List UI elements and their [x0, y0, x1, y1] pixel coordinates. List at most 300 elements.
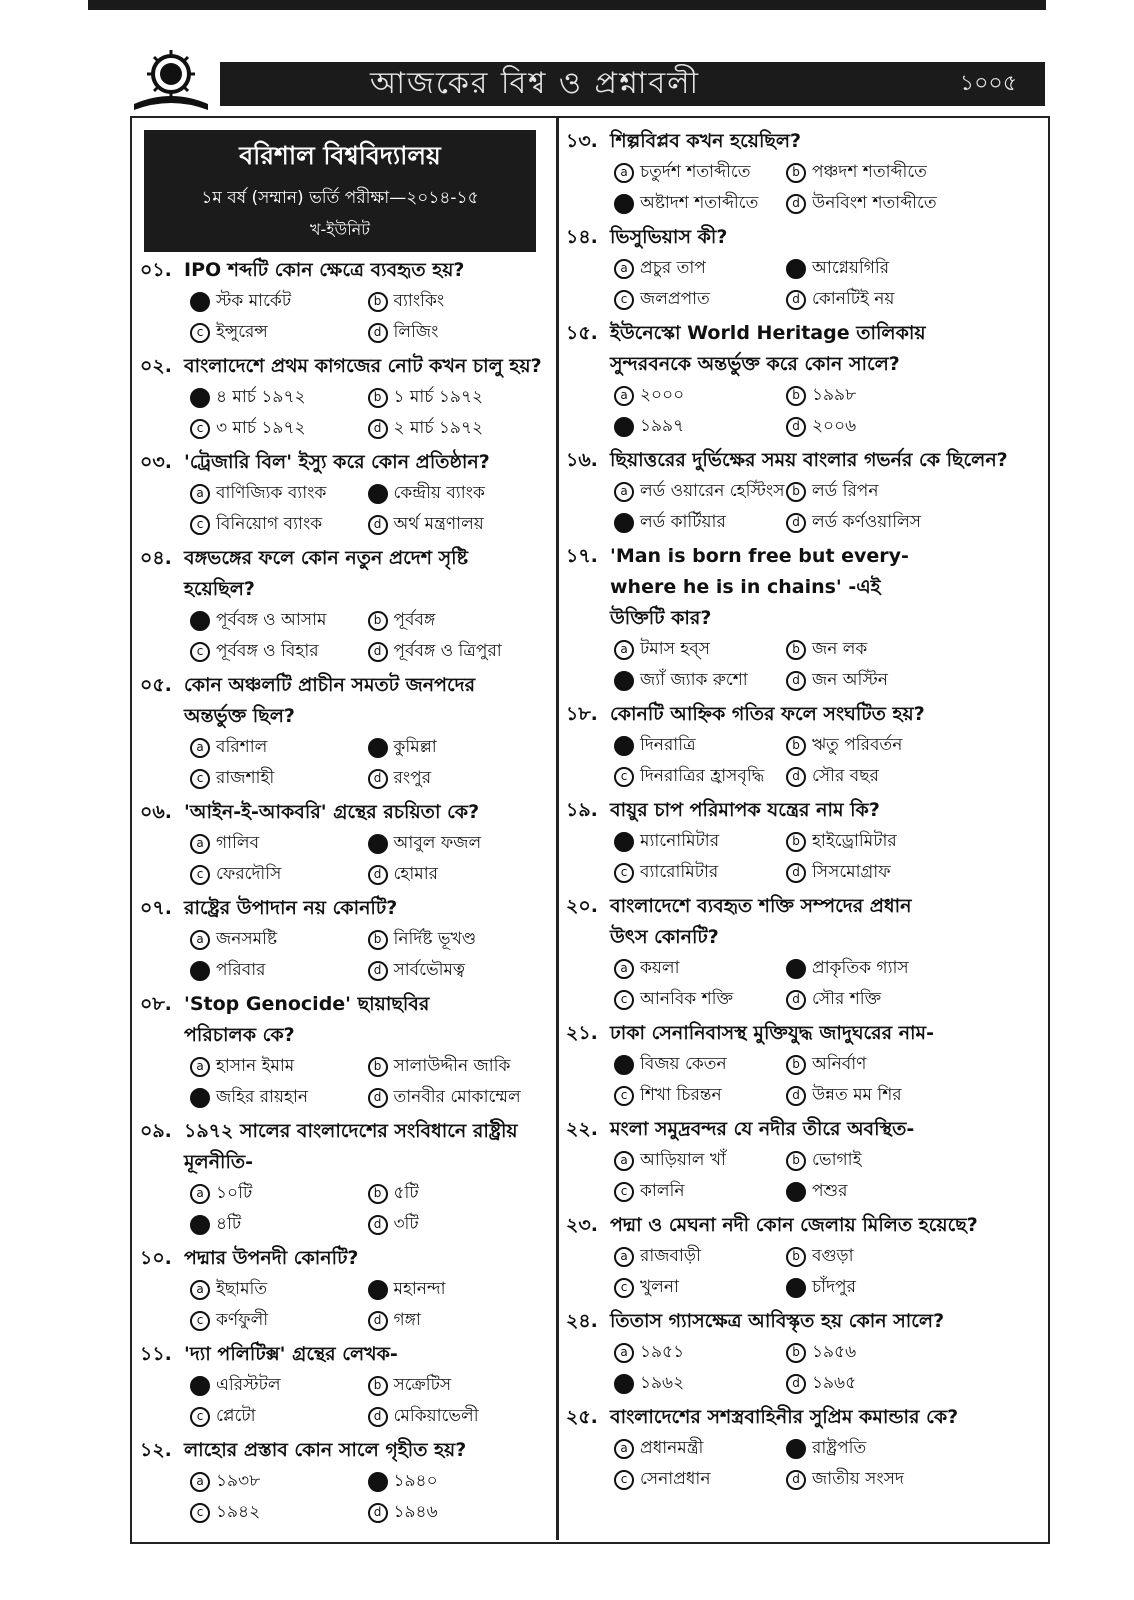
question-item [566, 126, 1028, 219]
answer-option [786, 1145, 1028, 1176]
option-label: উনবিংশ শতাব্দীতে [812, 193, 937, 213]
option-letter-bubble-icon: b [786, 832, 806, 852]
filled-answer-bubble-icon [786, 959, 806, 979]
answer-option [190, 1466, 368, 1497]
option-letter-bubble-icon: b [368, 1184, 388, 1204]
option-letter-bubble-icon: a [614, 1247, 634, 1267]
question-item [140, 670, 545, 794]
question-text: শিল্পবিপ্লব কখন হয়েছিল? [610, 130, 802, 152]
option-letter-bubble-icon: b [786, 736, 806, 756]
answer-option [614, 1337, 786, 1368]
question-item [566, 1210, 1028, 1303]
question-text: বঙ্গভঙ্গের ফলে কোন নতুন প্রদেশ সৃষ্টি [184, 547, 468, 569]
answer-option [786, 761, 1028, 792]
answer-option [190, 605, 368, 636]
option-label: জাতীয় সংসদ [812, 1469, 904, 1489]
option-letter-bubble-icon: a [190, 738, 210, 758]
answer-option [614, 188, 786, 219]
answer-option [786, 1433, 1028, 1464]
question-text-continued: অন্তর্ভুক্ত ছিল? [184, 705, 295, 727]
option-grid [140, 478, 545, 540]
answer-option [368, 1209, 546, 1240]
question-number: ১১. [140, 1343, 172, 1365]
answer-option [368, 1401, 546, 1432]
filled-answer-bubble-icon [190, 1376, 210, 1396]
question-row [566, 1018, 1028, 1049]
answer-option [368, 1051, 546, 1082]
answer-option [614, 411, 786, 442]
option-grid [140, 1178, 545, 1240]
option-letter-bubble-icon: b [786, 386, 806, 406]
answer-option [614, 476, 786, 507]
question-item [566, 445, 1028, 538]
question-number: ১৪. [566, 226, 598, 248]
option-grid [566, 730, 1028, 792]
option-letter-bubble-icon: b [786, 482, 806, 502]
answer-option [614, 826, 786, 857]
option-label: শিখা চিরন্তন [640, 1085, 722, 1105]
university-name: বরিশাল বিশ্ববিদ্যালয় [239, 141, 441, 170]
filled-answer-bubble-icon [614, 1374, 634, 1394]
option-label: আনবিক শক্তি [640, 989, 734, 1009]
header-title: আজকের বিশ্ব ও প্রশ্নাবলী [370, 65, 701, 101]
answer-option [368, 478, 546, 509]
exam-unit: খ-ইউনিট [310, 220, 370, 239]
question-text: মংলা সমুদ্রবন্দর যে নদীর তীরে অবস্থিত- [610, 1118, 915, 1140]
option-letter-bubble-icon: d [368, 1215, 388, 1235]
option-letter-bubble-icon: c [190, 865, 210, 885]
option-letter-bubble-icon: b [786, 640, 806, 660]
filled-answer-bubble-icon [368, 484, 388, 504]
option-label: আবুল ফজল [393, 833, 482, 853]
answer-option [786, 665, 1028, 696]
filled-answer-bubble-icon [614, 417, 634, 437]
filled-answer-bubble-icon [368, 834, 388, 854]
page-number: ১০০৫ [959, 70, 1017, 96]
option-label: কেন্দ্রীয় ব্যাংক [393, 483, 485, 503]
option-letter-bubble-icon: d [786, 767, 806, 787]
question-text: ১৯৭২ সালের বাংলাদেশের সংবিধানে রাষ্ট্রীয় [184, 1120, 518, 1142]
option-letter-bubble-icon: b [368, 930, 388, 950]
answer-option [368, 859, 546, 890]
option-label: খুলনা [640, 1277, 679, 1297]
option-grid [140, 732, 545, 794]
answer-option [614, 1176, 786, 1207]
option-letter-bubble-icon: a [614, 1439, 634, 1459]
question-text: বাংলাদেশের সশস্ত্রবাহিনীর সুপ্রিম কমান্ডার কে? [610, 1406, 959, 1428]
option-letter-bubble-icon: b [786, 1151, 806, 1171]
answer-option [786, 634, 1028, 665]
answer-option [614, 761, 786, 792]
answer-option [368, 605, 546, 636]
question-item [140, 447, 545, 540]
option-grid [566, 1145, 1028, 1207]
question-text: পদ্মার উপনদী কোনটি? [184, 1247, 359, 1269]
option-letter-bubble-icon: b [786, 1343, 806, 1363]
option-letter-bubble-icon: d [368, 961, 388, 981]
option-grid [140, 382, 545, 444]
question-number: ১৫. [566, 322, 598, 344]
answer-option [368, 763, 546, 794]
option-label: ভোগাই [812, 1150, 862, 1170]
question-number: ১০. [140, 1247, 172, 1269]
option-label: পরিবার [216, 960, 266, 980]
question-text: ঢাকা সেনানিবাসস্থ মুক্তিযুদ্ধ জাদুঘরের নাম- [610, 1022, 934, 1044]
answer-option [786, 730, 1028, 761]
option-letter-bubble-icon: a [190, 930, 210, 950]
option-label: স্টক মার্কেট [216, 291, 292, 311]
question-number: ২৫. [566, 1406, 598, 1428]
option-letter-bubble-icon: c [190, 1407, 210, 1427]
answer-option [786, 284, 1028, 315]
answer-option [614, 857, 786, 888]
question-text: 'Man is born free but every- [610, 545, 909, 567]
exam-title: ১ম বর্ষ (সম্মান) ভর্তি পরীক্ষা—২০১৪-১৫ [201, 188, 479, 208]
answer-option [614, 1272, 786, 1303]
option-label: চাঁদপুর [812, 1277, 856, 1297]
option-label: সৌর শক্তি [812, 989, 882, 1009]
answer-option [614, 1049, 786, 1080]
question-number: ২১. [566, 1022, 598, 1044]
question-row [140, 670, 545, 701]
answer-option [786, 157, 1028, 188]
question-item [140, 1116, 545, 1240]
option-label: মহানন্দা [393, 1279, 446, 1299]
option-letter-bubble-icon: c [614, 767, 634, 787]
option-label: দিনরাত্রির হ্রাসবৃদ্ধি [640, 766, 765, 786]
option-label: আড়িয়াল খাঁ [640, 1150, 726, 1170]
answer-option [614, 953, 786, 984]
answer-option [368, 1466, 546, 1497]
question-number: ০২. [140, 355, 172, 377]
question-item [140, 351, 545, 444]
answer-option [786, 476, 1028, 507]
question-text: ইউনেস্কো World Heritage তালিকায় [610, 322, 926, 344]
option-label: পশুর [812, 1181, 848, 1201]
option-label: ফেরদৌসি [216, 864, 282, 884]
answer-option [786, 507, 1028, 538]
option-label: হাসান ইমাম [216, 1056, 295, 1076]
answer-option [614, 1368, 786, 1399]
question-number: ২২. [566, 1118, 598, 1140]
option-label: বরিশাল [216, 737, 268, 757]
answer-option [190, 1178, 368, 1209]
option-label: মেকিয়াভেলী [393, 1406, 479, 1426]
option-label: আগ্নেয়গিরি [812, 258, 890, 278]
option-letter-bubble-icon: a [190, 1280, 210, 1300]
exam-title-box [144, 130, 536, 252]
answer-option [786, 380, 1028, 411]
option-label: ১৯৫১ [640, 1342, 685, 1362]
option-label: ১৯৪০ [393, 1471, 438, 1491]
question-text: ছিয়াত্তরের দুর্ভিক্ষের সময় বাংলার গভর্নর কে ছিলেন? [610, 449, 1008, 471]
question-text: ভিসুভিয়াস কী? [610, 226, 728, 248]
option-letter-bubble-icon: b [786, 1055, 806, 1075]
option-letter-bubble-icon: b [368, 292, 388, 312]
answer-option [614, 380, 786, 411]
answer-option [190, 859, 368, 890]
option-letter-bubble-icon: d [368, 419, 388, 439]
option-grid [140, 828, 545, 890]
question-row [140, 1339, 545, 1370]
question-text-continued: উৎস কোনটি? [610, 926, 719, 948]
option-label: ১৯৫৬ [812, 1342, 857, 1362]
question-text: তিতাস গ্যাসক্ষেত্র আবিস্কৃত হয় কোন সালে? [610, 1310, 945, 1332]
question-row [140, 1435, 545, 1466]
answer-option [614, 1080, 786, 1111]
option-label: বগুড়া [812, 1246, 854, 1266]
filled-answer-bubble-icon [614, 671, 634, 691]
option-letter-bubble-icon: d [786, 990, 806, 1010]
question-text: বাংলাদেশে প্রথম কাগজের নোট কখন চালু হয়? [184, 355, 542, 377]
answer-option [368, 1497, 546, 1528]
question-row [566, 445, 1028, 476]
answer-option [614, 253, 786, 284]
option-letter-bubble-icon: a [614, 163, 634, 183]
option-letter-bubble-icon: c [614, 1470, 634, 1490]
answer-option [786, 826, 1028, 857]
question-text: কোনটি আহ্নিক গতির ফলে সংঘটিত হয়? [610, 703, 925, 725]
answer-option [614, 1433, 786, 1464]
question-row [566, 699, 1028, 730]
answer-option [614, 1145, 786, 1176]
page-header [130, 48, 1045, 112]
question-text: 'Stop Genocide' ছায়াছবির [184, 993, 430, 1015]
question-number: ২৩. [566, 1214, 598, 1236]
answer-option [786, 253, 1028, 284]
question-number: ০৩. [140, 451, 172, 473]
option-label: বাণিজ্যিক ব্যাংক [216, 483, 327, 503]
answer-option [368, 1274, 546, 1305]
question-number: ০৮. [140, 993, 172, 1015]
answer-option [368, 1370, 546, 1401]
option-letter-bubble-icon: c [190, 642, 210, 662]
option-letter-bubble-icon: a [614, 259, 634, 279]
question-text: লাহোর প্রস্তাব কোন সালে গৃহীত হয়? [184, 1439, 467, 1461]
filled-answer-bubble-icon [190, 1088, 210, 1108]
left-column [140, 116, 545, 1528]
option-label: রাজবাড়ী [640, 1246, 701, 1266]
option-label: কোনটিই নয় [812, 289, 895, 309]
option-label: ১৯৪২ [216, 1502, 261, 1522]
option-letter-bubble-icon: c [190, 515, 210, 535]
question-row [566, 795, 1028, 826]
answer-option [368, 636, 546, 667]
question-item [140, 989, 545, 1113]
question-item [140, 543, 545, 667]
option-letter-bubble-icon: a [614, 1343, 634, 1363]
option-label: ১৯৯৮ [812, 385, 857, 405]
option-letter-bubble-icon: d [786, 513, 806, 533]
option-label: জন অস্টিন [812, 670, 888, 690]
answer-option [614, 730, 786, 761]
option-letter-bubble-icon: b [786, 163, 806, 183]
option-label: সৌর বছর [812, 766, 879, 786]
filled-answer-bubble-icon [190, 1215, 210, 1235]
answer-option [786, 984, 1028, 1015]
question-row [140, 893, 545, 924]
answer-option [190, 478, 368, 509]
answer-option [190, 924, 368, 955]
option-label: ২০০৬ [812, 416, 857, 436]
filled-answer-bubble-icon [614, 832, 634, 852]
answer-option [614, 984, 786, 1015]
option-letter-bubble-icon: d [368, 515, 388, 535]
option-letter-bubble-icon: d [368, 865, 388, 885]
answer-option [368, 382, 546, 413]
answer-option [190, 413, 368, 444]
option-label: তানবীর মোকাম্মেল [393, 1087, 521, 1107]
question-row [140, 543, 545, 574]
answer-option [190, 828, 368, 859]
question-row [140, 255, 545, 286]
option-grid [140, 1051, 545, 1113]
option-label: জনসমষ্টি [216, 929, 278, 949]
question-number: ১৬. [566, 449, 598, 471]
option-letter-bubble-icon: d [368, 1311, 388, 1331]
question-row [140, 447, 545, 478]
option-label: টমাস হব্স [640, 639, 710, 659]
option-label: ৪টি [216, 1214, 242, 1234]
answer-option [368, 509, 546, 540]
option-letter-bubble-icon: d [368, 323, 388, 343]
filled-answer-bubble-icon [190, 611, 210, 631]
filled-answer-bubble-icon [614, 1055, 634, 1075]
question-number: ০৬. [140, 801, 172, 823]
option-label: গঙ্গা [393, 1310, 421, 1330]
answer-option [190, 1082, 368, 1113]
option-label: জহির রায়হান [216, 1087, 309, 1107]
answer-option [786, 188, 1028, 219]
option-grid [140, 1370, 545, 1432]
option-letter-bubble-icon: c [614, 863, 634, 883]
question-text-continued: পরিচালক কে? [184, 1024, 295, 1046]
filled-answer-bubble-icon [614, 194, 634, 214]
answer-option [368, 924, 546, 955]
option-letter-bubble-icon: b [368, 1057, 388, 1077]
option-label: ১৯৩৮ [216, 1471, 261, 1491]
question-number: ২৪. [566, 1310, 598, 1332]
option-letter-bubble-icon: c [614, 290, 634, 310]
top-rule [88, 0, 1046, 10]
option-letter-bubble-icon: c [614, 1086, 634, 1106]
option-label: এরিস্টটল [216, 1375, 281, 1395]
question-item [566, 1114, 1028, 1207]
option-label: ১৯৪৬ [393, 1502, 438, 1522]
option-label: লর্ড কর্ণওয়ালিস [812, 512, 921, 532]
option-letter-bubble-icon: b [368, 611, 388, 631]
answer-option [368, 317, 546, 348]
question-row [566, 891, 1028, 922]
question-item [566, 318, 1028, 442]
filled-answer-bubble-icon [190, 292, 210, 312]
question-text: পদ্মা ও মেঘনা নদী কোন জেলায় মিলিত হয়েছে? [610, 1214, 978, 1236]
option-label: ব্যাংকিং [393, 291, 445, 311]
answer-option [190, 955, 368, 986]
option-label: অর্থ মন্ত্রণালয় [393, 514, 484, 534]
question-number: ০৪. [140, 547, 172, 569]
option-letter-bubble-icon: b [368, 1376, 388, 1396]
option-label: কুমিল্লা [393, 737, 437, 757]
question-list-right [566, 126, 1028, 1495]
question-item [140, 1243, 545, 1336]
answer-option [190, 1497, 368, 1528]
option-letter-bubble-icon: c [190, 323, 210, 343]
answer-option [368, 955, 546, 986]
option-label: প্লেটো [216, 1406, 256, 1426]
option-label: ইছামতি [216, 1279, 268, 1299]
answer-option [614, 634, 786, 665]
option-letter-bubble-icon: d [786, 194, 806, 214]
question-text: কোন অঞ্চলটি প্রাচীন সমতট জনপদের [184, 674, 476, 696]
filled-answer-bubble-icon [786, 1182, 806, 1202]
option-label: ২০০০ [640, 385, 685, 405]
option-label: সালাউদ্দীন জাকি [393, 1056, 511, 1076]
option-letter-bubble-icon: d [786, 290, 806, 310]
question-number: ০১. [140, 259, 172, 281]
question-row [140, 797, 545, 828]
answer-option [614, 157, 786, 188]
question-text-continued: হয়েছিল? [184, 578, 255, 600]
answer-option [786, 1368, 1028, 1399]
filled-answer-bubble-icon [368, 738, 388, 758]
answer-option [190, 286, 368, 317]
answer-option [368, 413, 546, 444]
answer-option [368, 1082, 546, 1113]
question-item [566, 222, 1028, 315]
option-label: লিজিং [393, 322, 439, 342]
option-label: পূর্ববঙ্গ ও ত্রিপুরা [393, 641, 502, 661]
answer-option [786, 1337, 1028, 1368]
option-label: ম্যানোমিটার [640, 831, 720, 851]
answer-option [786, 953, 1028, 984]
answer-option [368, 1178, 546, 1209]
option-letter-bubble-icon: a [614, 640, 634, 660]
option-letter-bubble-icon: d [786, 417, 806, 437]
option-label: ৫টি [393, 1183, 419, 1203]
question-item [566, 1018, 1028, 1111]
question-row [566, 1114, 1028, 1145]
option-letter-bubble-icon: c [614, 1278, 634, 1298]
option-label: ২ মার্চ ১৯৭২ [393, 418, 484, 438]
filled-answer-bubble-icon [786, 1278, 806, 1298]
question-text: বায়ুর চাপ পরিমাপক যন্ত্রের নাম কি? [610, 799, 880, 821]
question-text: 'দ্যা পলিটিক্স' গ্রন্থের লেখক- [184, 1343, 398, 1365]
option-letter-bubble-icon: a [190, 1057, 210, 1077]
option-label: গালিব [216, 833, 260, 853]
answer-option [786, 1080, 1028, 1111]
question-row [140, 351, 545, 382]
answer-option [190, 1274, 368, 1305]
answer-option [190, 1209, 368, 1240]
right-column [566, 116, 1028, 1495]
answer-option [190, 1051, 368, 1082]
option-letter-bubble-icon: d [368, 1407, 388, 1427]
option-label: ব্যারোমিটার [640, 862, 719, 882]
option-grid [140, 1466, 545, 1528]
option-label: প্রধানমন্ত্রী [640, 1438, 704, 1458]
option-label: উন্নত মম শির [812, 1085, 902, 1105]
question-row [140, 1116, 545, 1147]
answer-option [190, 1305, 368, 1336]
answer-option [614, 507, 786, 538]
option-grid [566, 1241, 1028, 1303]
option-letter-bubble-icon: b [368, 388, 388, 408]
option-label: ১৯৬৫ [812, 1373, 857, 1393]
option-letter-bubble-icon: d [786, 1470, 806, 1490]
answer-option [786, 1241, 1028, 1272]
option-label: ১ মার্চ ১৯৭২ [393, 387, 484, 407]
